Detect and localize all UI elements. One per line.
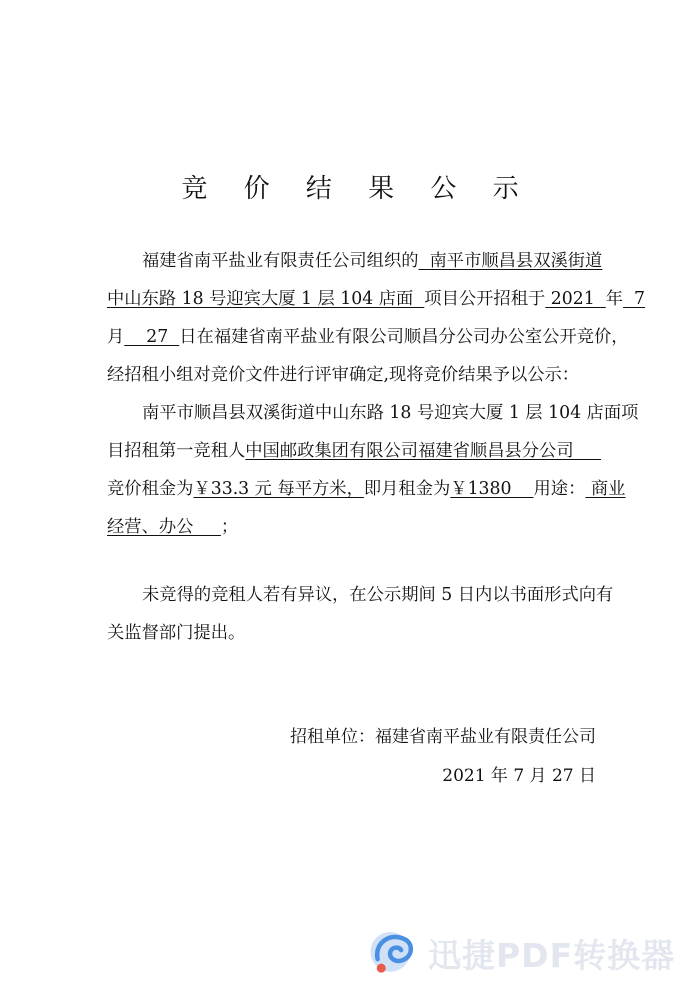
unit-price-field: ￥33.3 元 每平方米，	[193, 479, 364, 499]
usage-field-cont: 经营、办公	[107, 517, 221, 537]
text: 日在福建省南平盐业有限公司顺昌分公司办公室公开竞价，	[179, 327, 629, 347]
para3-line1: 未竞得的竞租人若有异议，在公示期间 5 日内以书面形式向有	[142, 585, 614, 605]
project-location-underlined: 南平市顺昌县双溪街道	[418, 251, 603, 271]
issue-date: 2021 年 7 月 27 日	[442, 766, 596, 786]
para1-line2	[107, 284, 645, 309]
text: 福建省南平盐业有限责任公司组织的	[142, 251, 419, 271]
text: 即月租金为	[363, 479, 451, 499]
para3-line2: 关监督部门提出。	[107, 623, 246, 643]
para2-line1: 南平市顺昌县双溪街道中山东路 18 号迎宾大厦 1 层 104 店面项	[142, 403, 639, 423]
year-field: 2021	[545, 289, 606, 309]
app-logo-icon	[362, 923, 424, 979]
text: 目招租第一竞租人	[107, 441, 246, 461]
para2-line2	[107, 436, 601, 461]
text: 月	[107, 327, 125, 347]
project-location-underlined-cont: 中山东路 18 号迎宾大厦 1 层 104 店面	[107, 289, 425, 309]
text: ；	[220, 517, 239, 537]
winning-bidder-field: 中国邮政集团有限公司福建省顺昌县分公司	[245, 441, 602, 461]
para2-line3	[107, 474, 625, 499]
text: 项目公开招租于	[424, 289, 546, 309]
para1-line1	[142, 246, 602, 271]
issuer-unit: 招租单位：福建省南平盐业有限责任公司	[290, 727, 596, 747]
text: 年	[605, 289, 624, 309]
watermark-text: 迅捷PDF转换器	[428, 936, 676, 975]
para1-line4: 经招租小组对竞价文件进行评审确定,现将竞价结果予以公示：	[107, 365, 580, 385]
day-field: 27	[124, 327, 180, 347]
text: 用途：	[533, 479, 586, 499]
page-title: 竞 价 结 果 公 示	[181, 174, 533, 204]
month-field: 7	[623, 289, 646, 309]
text: 竞价租金为	[107, 479, 194, 499]
usage-field: 商业	[585, 479, 626, 499]
para2-line4	[107, 512, 238, 537]
monthly-rent-field: ￥1380	[450, 479, 534, 499]
para1-line3	[107, 322, 629, 347]
